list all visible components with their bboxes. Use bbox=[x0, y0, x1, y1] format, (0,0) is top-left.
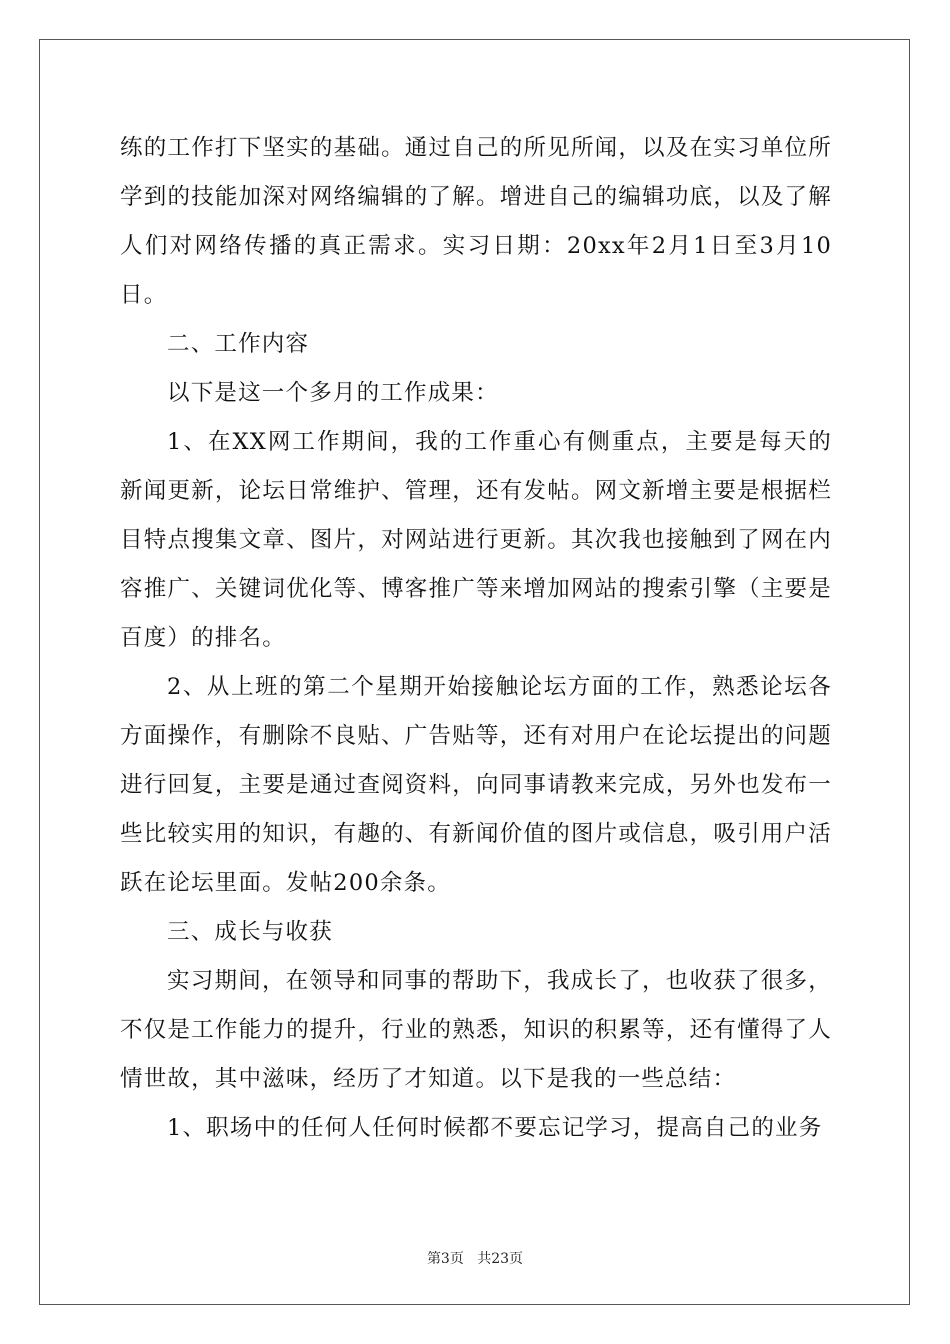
paragraph: 以下是这一个多月的工作成果： bbox=[167, 380, 499, 406]
paragraph: 2、从上班的第二个星期开始接触论坛方面的工作，熟悉论坛各方面操作，有删除不良贴、广告贴等，还有对用户在论坛提出的问题进行回复，主要是通过查阅资料，向同事请教来完成，另外也发布一些比较实用的知识，有趣的、有新闻价值的图片或信息，吸引用户活跃在论坛里面。发帖200余条。 bbox=[120, 674, 832, 896]
paragraph: 1、职场中的任何人任何时候都不要忘记学习，提高自己的业务 bbox=[167, 1115, 823, 1141]
section-heading: 二、工作内容 bbox=[167, 331, 310, 357]
section-heading: 三、成长与收获 bbox=[167, 919, 333, 945]
paragraph: 1、在XX网工作期间，我的工作重心有侧重点，主要是每天的新闻更新，论坛日常维护、管理，还有发帖。网文新增主要是根据栏目特点搜集文章、图片，对网站进行更新。其次我也接触到了网在内容推广、关键词优化等、博客推广等来增加网站的搜索引擎（主要是百度）的排名。 bbox=[120, 429, 832, 651]
page-total: 共23页 bbox=[477, 1251, 524, 1267]
page-footer bbox=[0, 1248, 950, 1268]
document-body bbox=[120, 124, 832, 1153]
paragraph: 练的工作打下坚实的基础。通过自己的所见所闻，以及在实习单位所学到的技能加深对网络编辑的了解。增进自己的编辑功底，以及了解人们对网络传播的真正需求。实习日期：20xx年2月1日至3月10日。 bbox=[120, 135, 832, 308]
page-number: 第3页 bbox=[426, 1251, 464, 1267]
paragraph: 实习期间，在领导和同事的帮助下，我成长了，也收获了很多，不仅是工作能力的提升，行业的熟悉，知识的积累等，还有懂得了人情世故，其中滋味，经历了才知道。以下是我的一些总结： bbox=[120, 968, 832, 1092]
